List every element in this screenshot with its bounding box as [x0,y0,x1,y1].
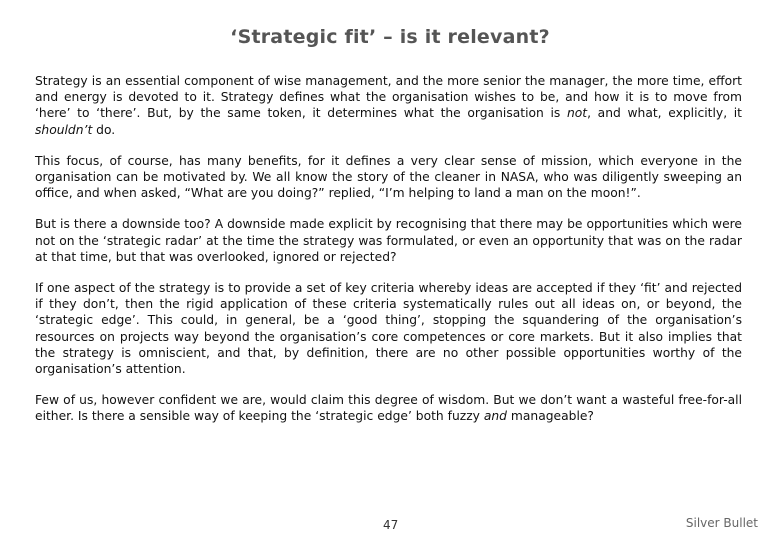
paragraph-3: But is there a downside too? A downside made explicit by recognising that there may be opportunities which were not on the ‘strategic radar’ at the time the strategy was formulated, or even an opportunity that was on the radar at that time, but that was overlooked, ignored or rejected? [35,217,742,264]
paragraph-1 [35,73,742,138]
paragraph-4: If one aspect of the strategy is to provide a set of key criteria whereby ideas are accepted if they ‘fit’ and rejected if they don’t, then the rigid application of these criteria systematically rules out all ideas on, or beyond, the ‘strategic edge’. This could, in general, be a ‘good thing’, stopping the squandering of the organisation’s resources on projects way beyond the organisation’s core competences or core markets. But it also implies that the strategy is omniscient, and that, by definition, there are no other possible opportunities worthy of the organisation’s attention. [35,281,742,377]
emphasis-shouldnt: shouldn’t [35,122,93,137]
footer-brand: Silver Bullet [685,516,758,530]
paragraph-5-text: Few of us, however confident we are, would claim this degree of wisdom. But we don’t want a wasteful free-for-all either. Is there a sensible way of keeping the ‘strategic edge’ both fuzzy [35,393,742,424]
paragraph-1-text: Strategy is an essential component of wise management, and the more senior the manager, the more time, effort and energy is devoted to it. Strategy defines what the organisation wishes to be, and how it is to move from ‘here’ to ‘there’. But, by the same token, it determines what the organisation is [35,74,742,121]
paragraph-2: This focus, of course, has many benefits, for it defines a very clear sense of mission, which everyone in the organisation can be motivated by. We all know the story of the cleaner in NASA, who was diligently sweeping an office, and when asked, “What are you doing?” replied, “I’m helping to land a man on the moon!”. [35,153,742,201]
emphasis-not: not [566,106,588,121]
paragraph-1-text-cont: , and what, explicitly, it [587,106,743,121]
paragraph-5-text-end: manageable? [506,409,594,424]
page-number: 47 [383,518,399,532]
paragraph-1-text-end: do. [92,122,116,137]
paragraph-5 [35,392,742,424]
page-title: ‘Strategic fit’ – is it relevant? [230,26,550,48]
body-text [35,73,742,440]
emphasis-and: and [483,409,507,424]
